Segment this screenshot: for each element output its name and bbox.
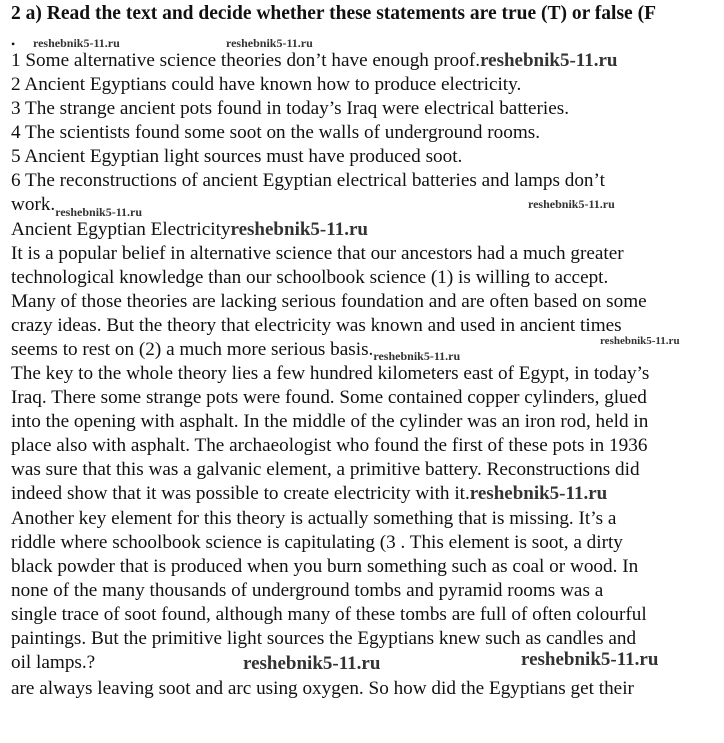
paragraph2-line: was sure that this was a galvanic element, a primitive battery. Reconstructions did bbox=[11, 459, 640, 480]
watermark-small: reshebnik5-11.ru bbox=[528, 197, 615, 211]
paragraph2-line: indeed show that it was possible to create electricity with it.reshebnik5-11.ru bbox=[11, 483, 608, 504]
statement-3: 3 The strange ancient pots found in today’s Iraq were electrical batteries. bbox=[11, 98, 570, 119]
watermark-small: reshebnik5-11.ru bbox=[226, 36, 313, 50]
paragraph3-line: none of the many thousands of underground tombs and pyramid rooms was a bbox=[11, 580, 604, 601]
watermark-small: reshebnik5-11.ru bbox=[33, 36, 120, 50]
paragraph2-line: into the opening with asphalt. In the middle of the cylinder was an iron rod, held in bbox=[11, 411, 649, 432]
paragraph3-line: Another key element for this theory is actually something that is missing. It’s a bbox=[11, 508, 617, 529]
statement-6-continued: $work._{reshebnik5-11.ru}$ bbox=[11, 194, 143, 219]
paragraph3-line: paintings. But the primitive light sources the Egyptians knew such as candles and bbox=[11, 628, 637, 649]
paragraph2-line: Iraq. There some strange pots were found. Some contained copper cylinders, glued bbox=[11, 387, 647, 408]
paragraph3-line: single trace of soot found, although many of these tombs are full of often colourful bbox=[11, 604, 647, 625]
paragraph3-line: riddle where schoolbook science is capitulating (3 . This element is soot, a dirty bbox=[11, 532, 623, 553]
paragraph1-line: crazy ideas. But the theory that electricity was known and used in ancient times bbox=[11, 315, 622, 336]
statement-2: 2 Ancient Egyptians could have known how to produce electricity. bbox=[11, 74, 522, 95]
watermark: reshebnik5-11.ru bbox=[230, 219, 368, 240]
paragraph1-line: seems to rest on (2) a much more serious $basis._{reshebnik5-11.ru}$ bbox=[11, 339, 461, 363]
watermark: reshebnik5-11.ru bbox=[243, 653, 381, 674]
paragraph1-line: technological knowledge than our schoolbook science (1) is willing to accept. bbox=[11, 267, 609, 288]
paragraph1-line: It is a popular belief in alternative science that our ancestors had a much greater bbox=[11, 243, 624, 264]
watermark-small: reshebnik5-11.ru bbox=[600, 335, 680, 347]
watermark: reshebnik5-11.ru bbox=[521, 649, 659, 670]
watermark: reshebnik5-11.ru bbox=[469, 483, 608, 504]
paragraph3-line: are always leaving soot and arc using oxygen. So how did the Egyptians get their bbox=[11, 678, 634, 699]
statement-5: 5 Ancient Egyptian light sources must have produced soot. bbox=[11, 146, 463, 167]
statement-6: 6 The reconstructions of ancient Egyptian electrical batteries and lamps don’t bbox=[11, 170, 605, 191]
exercise-heading: 2 a) Read the text and decide whether these statements are true (T) or false (F bbox=[11, 3, 656, 24]
watermark-small: reshebnik5-11.ru bbox=[373, 349, 461, 363]
paragraph2-line: The key to the whole theory lies a few hundred kilometers east of Egypt, in today’s bbox=[11, 363, 650, 384]
paragraph2-line: place also with asphalt. The archaeologist who found the first of these pots in 1936 bbox=[11, 435, 648, 456]
text-title: Ancient Egyptian Electricityreshebnik5-11.ru bbox=[11, 219, 368, 240]
watermark-small: reshebnik5-11.ru bbox=[55, 205, 143, 219]
statement-4: 4 The scientists found some soot on the walls of underground rooms. bbox=[11, 122, 541, 143]
paragraph1-line: Many of those theories are lacking serious foundation and are often based on some bbox=[11, 291, 647, 312]
paragraph3-line: oil lamps.? bbox=[11, 652, 96, 673]
statement-1: 1 Some alternative science theories don’t have enough proof.reshebnik5-11.ru bbox=[11, 50, 618, 71]
bullet-marker: • bbox=[11, 37, 16, 51]
watermark: reshebnik5-11.ru bbox=[480, 50, 618, 71]
paragraph3-line: black powder that is produced when you burn something such as coal or wood. In bbox=[11, 556, 639, 577]
